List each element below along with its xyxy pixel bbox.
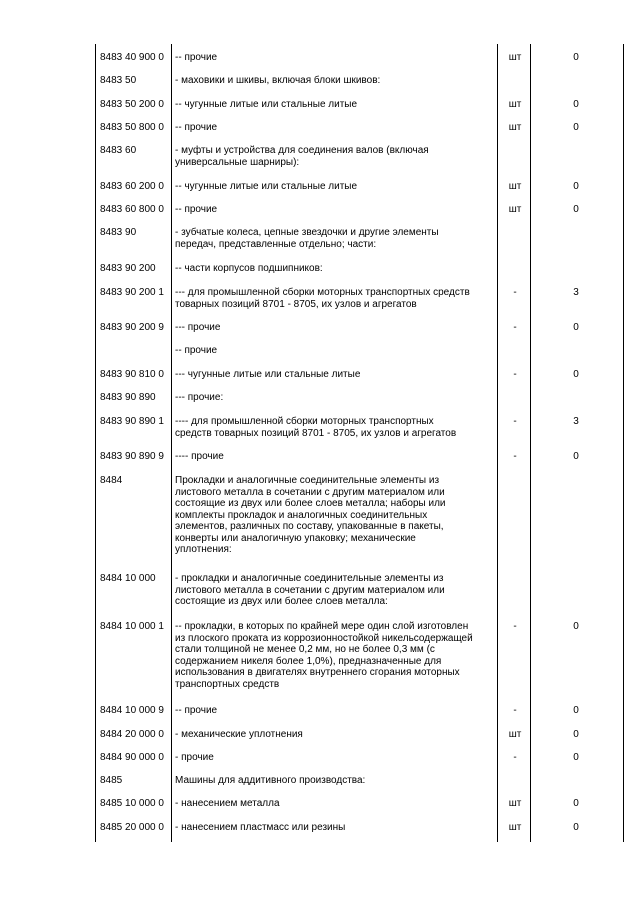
unit-of-measure: шт: [508, 122, 522, 133]
goods-description: -- прочие: [175, 345, 218, 356]
tariff-code: 8485: [100, 775, 123, 786]
goods-description: - прочие: [175, 752, 214, 763]
tariff-code: 8484: [100, 475, 123, 486]
tariff-code: 8483 60 200 0: [100, 181, 164, 192]
tariff-code: 8483 90 200: [100, 263, 156, 274]
tariff-code: 8483 90 890 1: [100, 416, 164, 427]
duty-rate: 0: [573, 621, 579, 632]
goods-description: - маховики и шкивы, включая блоки шкивов:: [175, 75, 381, 86]
tariff-code: 8484 90 000 0: [100, 752, 164, 763]
unit-of-measure: -: [513, 322, 517, 333]
goods-description: - нанесением металла: [175, 798, 280, 809]
tariff-code: 8485 20 000 0: [100, 822, 164, 833]
goods-description: - прокладки и аналогичные соединительные элементы из листового металла в сочетании с другим материалом или состоящие из двух или более слоев металла:: [175, 573, 445, 607]
duty-rate: 0: [573, 99, 579, 110]
duty-rate: 0: [573, 181, 579, 192]
unit-of-measure: -: [513, 752, 517, 763]
tariff-code: 8483 90 200 1: [100, 287, 164, 298]
column-divider: [530, 44, 531, 842]
tariff-code: 8483 90 890 9: [100, 451, 164, 462]
unit-of-measure: -: [513, 451, 517, 462]
goods-description: ---- прочие: [175, 451, 224, 462]
goods-description: -- прокладки, в которых по крайней мере один слой изготовлен из плоского проката из коррозионностойкой никельсодержащей стали толщиной не менее 0,2 мм, но не более 0,3 мм (с содержанием никеля более 1,0%), предназначенные для использования в двигателях внутреннего сгорания моторных транспортных средств: [175, 621, 473, 690]
unit-of-measure: -: [513, 621, 517, 632]
goods-description: - муфты и устройства для соединения валов (включая универсальные шарниры):: [175, 145, 429, 168]
goods-description: - нанесением пластмасс или резины: [175, 822, 346, 833]
tariff-code: 8483 50: [100, 75, 137, 86]
duty-rate: 0: [573, 729, 579, 740]
goods-description: Прокладки и аналогичные соединительные элементы из листового металла в сочетании с другим материалом или состоящие из двух или более слоев металла; наборы или комплекты прокладок и аналогичных соединительных элементов, различных по составу, упакованные в пакеты, конверты или аналогичную упаковку; механические уплотнения:: [175, 475, 446, 555]
tariff-code: 8483 60: [100, 145, 137, 156]
unit-of-measure: шт: [508, 99, 522, 110]
tariff-code: 8483 90 810 0: [100, 369, 164, 380]
duty-rate: 0: [573, 369, 579, 380]
goods-description: - механические уплотнения: [175, 729, 303, 740]
duty-rate: 0: [573, 122, 579, 133]
tariff-code: 8483 90 200 9: [100, 322, 164, 333]
tariff-code: 8483 50 200 0: [100, 99, 164, 110]
duty-rate: 0: [573, 822, 579, 833]
duty-rate: 3: [573, 416, 579, 427]
unit-of-measure: шт: [508, 204, 522, 215]
unit-of-measure: шт: [508, 181, 522, 192]
unit-of-measure: -: [513, 369, 517, 380]
tariff-code: 8483 40 900 0: [100, 52, 164, 63]
goods-description: ---- для промышленной сборки моторных транспортных средств товарных позиций 8701 - 8705, их узлов и агрегатов: [175, 416, 457, 439]
tariff-code: 8484 10 000 1: [100, 621, 164, 632]
duty-rate: 0: [573, 705, 579, 716]
unit-of-measure: -: [513, 705, 517, 716]
duty-rate: 0: [573, 322, 579, 333]
duty-rate: 0: [573, 752, 579, 763]
unit-of-measure: шт: [508, 822, 522, 833]
unit-of-measure: шт: [508, 52, 522, 63]
goods-description: -- прочие: [175, 122, 218, 133]
goods-description: -- прочие: [175, 204, 218, 215]
goods-description: --- для промышленной сборки моторных транспортных средств товарных позиций 8701 - 8705, их узлов и агрегатов: [175, 287, 470, 310]
duty-rate: 0: [573, 52, 579, 63]
unit-of-measure: -: [513, 287, 517, 298]
duty-rate: 0: [573, 798, 579, 809]
duty-rate: 0: [573, 451, 579, 462]
tariff-code: 8484 10 000: [100, 573, 156, 584]
goods-description: -- прочие: [175, 705, 218, 716]
goods-description: --- чугунные литые или стальные литые: [175, 369, 361, 380]
unit-of-measure: шт: [508, 798, 522, 809]
goods-description: -- прочие: [175, 52, 218, 63]
goods-description: --- прочие:: [175, 392, 224, 403]
tariff-code: 8483 90: [100, 227, 137, 238]
goods-description: Машины для аддитивного производства:: [175, 775, 366, 786]
tariff-code: 8484 20 000 0: [100, 729, 164, 740]
column-divider: [497, 44, 498, 842]
goods-description: --- прочие: [175, 322, 221, 333]
goods-description: -- части корпусов подшипников:: [175, 263, 323, 274]
goods-description: - зубчатые колеса, цепные звездочки и другие элементы передач, представленные отдельно; части:: [175, 227, 439, 250]
unit-of-measure: шт: [508, 729, 522, 740]
tariff-code: 8483 60 800 0: [100, 204, 164, 215]
goods-description: -- чугунные литые или стальные литые: [175, 99, 358, 110]
unit-of-measure: -: [513, 416, 517, 427]
tariff-code: 8485 10 000 0: [100, 798, 164, 809]
duty-rate: 0: [573, 204, 579, 215]
tariff-code: 8483 90 890: [100, 392, 156, 403]
column-divider: [623, 44, 624, 842]
column-divider: [171, 44, 172, 842]
tariff-code: 8484 10 000 9: [100, 705, 164, 716]
tariff-code: 8483 50 800 0: [100, 122, 164, 133]
duty-rate: 3: [573, 287, 579, 298]
column-divider: [95, 44, 96, 842]
goods-description: -- чугунные литые или стальные литые: [175, 181, 358, 192]
